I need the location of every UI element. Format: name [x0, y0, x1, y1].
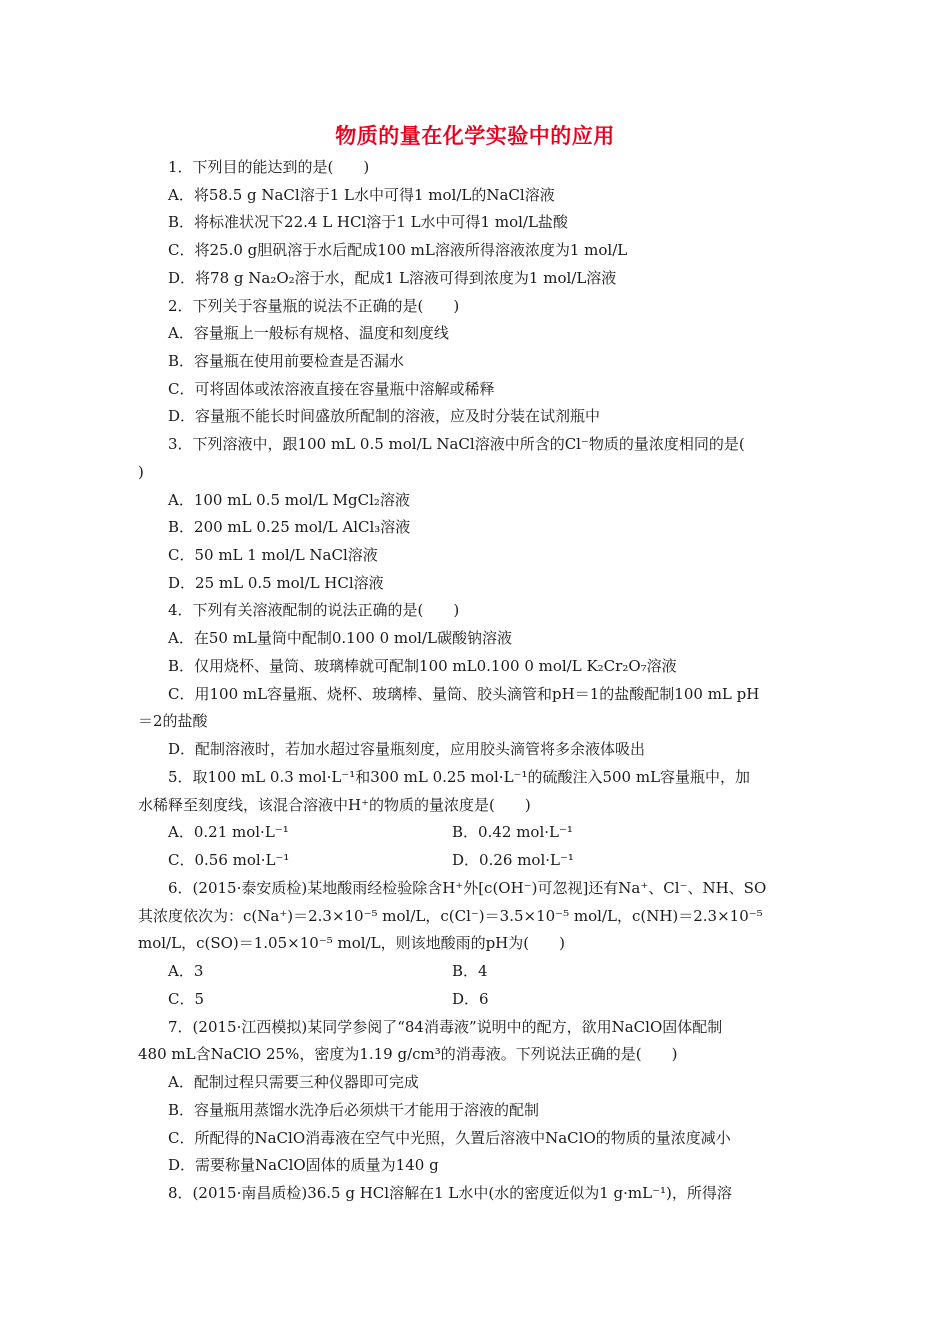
question-3-option-a: A．100 mL 0.5 mol/L MgCl₂溶液 — [168, 491, 410, 509]
question-4-stem: 4．下列有关溶液配制的说法正确的是( ) — [168, 601, 460, 619]
question-2-stem: 2．下列关于容量瓶的说法不正确的是( ) — [168, 297, 460, 315]
question-3-option-c: C．50 mL 1 mol/L NaCl溶液 — [168, 546, 378, 564]
question-5-option-c: C．0.56 mol·L⁻¹ — [168, 851, 290, 869]
question-1-option-d: D．将78 g Na₂O₂溶于水，配成1 L溶液可得到浓度为1 mol/L溶液 — [168, 269, 617, 287]
question-8-stem-line1: 8．(2015·南昌质检)36.5 g HCl溶解在1 L水中(水的密度近似为1 g·mL⁻¹)，所得溶 — [168, 1184, 732, 1202]
question-5-stem-line2: 水稀释至刻度线，该混合溶液中H⁺的物质的量浓度是( ) — [138, 796, 531, 814]
question-4-option-c-line2: ＝2的盐酸 — [138, 712, 208, 730]
question-1-option-b: B．将标准状况下22.4 L HCl溶于1 L水中可得1 mol/L盐酸 — [168, 213, 568, 231]
question-7-stem-line2: 480 mL含NaClO 25%，密度为1.19 g/cm³的消毒液。下列说法正确的是( ) — [138, 1045, 678, 1063]
question-4-option-b: B．仅用烧杯、量筒、玻璃棒就可配制100 mL0.100 0 mol/L K₂Cr₂O₇溶液 — [168, 657, 677, 675]
question-2-option-b: B．容量瓶在使用前要检查是否漏水 — [168, 352, 405, 370]
document-title: 物质的量在化学实验中的应用 — [335, 124, 615, 148]
question-1-option-a: A．将58.5 g NaCl溶于1 L水中可得1 mol/L的NaCl溶液 — [168, 186, 555, 204]
question-1-option-c: C．将25.0 g胆矾溶于水后配成100 mL溶液所得溶液浓度为1 mol/L — [168, 241, 628, 259]
question-1-stem: 1．下列目的能达到的是( ) — [168, 158, 370, 176]
question-5-option-b: B．0.42 mol·L⁻¹ — [452, 823, 573, 841]
question-6-option-d: D．6 — [452, 990, 489, 1008]
question-4-option-d: D．配制溶液时，若加水超过容量瓶刻度，应用胶头滴管将多余液体吸出 — [168, 740, 646, 758]
question-7-option-c: C．所配得的NaClO消毒液在空气中光照，久置后溶液中NaClO的物质的量浓度减小 — [168, 1129, 731, 1147]
question-7-stem-line1: 7．(2015·江西模拟)某同学参阅了“84消毒液”说明中的配方，欲用NaClO固体配制 — [168, 1018, 723, 1036]
question-6-option-b: B．4 — [452, 962, 488, 980]
question-3-stem-line2: ) — [138, 463, 144, 481]
question-3-option-d: D．25 mL 0.5 mol/L HCl溶液 — [168, 574, 384, 592]
question-7-option-d: D．需要称量NaClO固体的质量为140 g — [168, 1156, 439, 1174]
question-5-option-a: A．0.21 mol·L⁻¹ — [168, 823, 289, 841]
question-6-option-a: A．3 — [168, 962, 204, 980]
question-3-option-b: B．200 mL 0.25 mol/L AlCl₃溶液 — [168, 518, 411, 536]
question-5-option-d: D．0.26 mol·L⁻¹ — [452, 851, 574, 869]
question-5-stem-line1: 5．取100 mL 0.3 mol·L⁻¹和300 mL 0.25 mol·L⁻¹的硫酸注入500 mL容量瓶中，加 — [168, 768, 751, 786]
question-7-option-b: B．容量瓶用蒸馏水洗净后必须烘干才能用于溶液的配制 — [168, 1101, 540, 1119]
question-6-stem-line2: 其浓度依次为：c(Na⁺)＝2.3×10⁻⁵ mol/L，c(Cl⁻)＝3.5×10⁻⁵ mol/L，c(NH)＝2.3×10⁻⁵ — [138, 907, 763, 925]
question-4-option-c-line1: C．用100 mL容量瓶、烧杯、玻璃棒、量筒、胶头滴管和pH＝1的盐酸配制100 mL pH — [168, 685, 760, 703]
question-2-option-a: A．容量瓶上一般标有规格、温度和刻度线 — [168, 324, 449, 342]
question-6-stem-line1: 6．(2015·泰安质检)某地酸雨经检验除含H⁺外[c(OH⁻)可忽视]还有Na⁺、Cl⁻、NH、SO — [168, 879, 767, 897]
question-4-option-a: A．在50 mL量筒中配制0.100 0 mol/L碳酸钠溶液 — [168, 629, 512, 647]
question-6-option-c: C．5 — [168, 990, 205, 1008]
question-6-stem-line3: mol/L，c(SO)＝1.05×10⁻⁵ mol/L，则该地酸雨的pH为( ) — [138, 934, 565, 952]
question-2-option-c: C．可将固体或浓溶液直接在容量瓶中溶解或稀释 — [168, 380, 495, 398]
question-2-option-d: D．容量瓶不能长时间盛放所配制的溶液，应及时分装在试剂瓶中 — [168, 407, 601, 425]
question-3-stem-line1: 3．下列溶液中，跟100 mL 0.5 mol/L NaCl溶液中所含的Cl⁻物质的量浓度相同的是( — [168, 435, 745, 453]
question-7-option-a: A．配制过程只需要三种仪器即可完成 — [168, 1073, 419, 1091]
